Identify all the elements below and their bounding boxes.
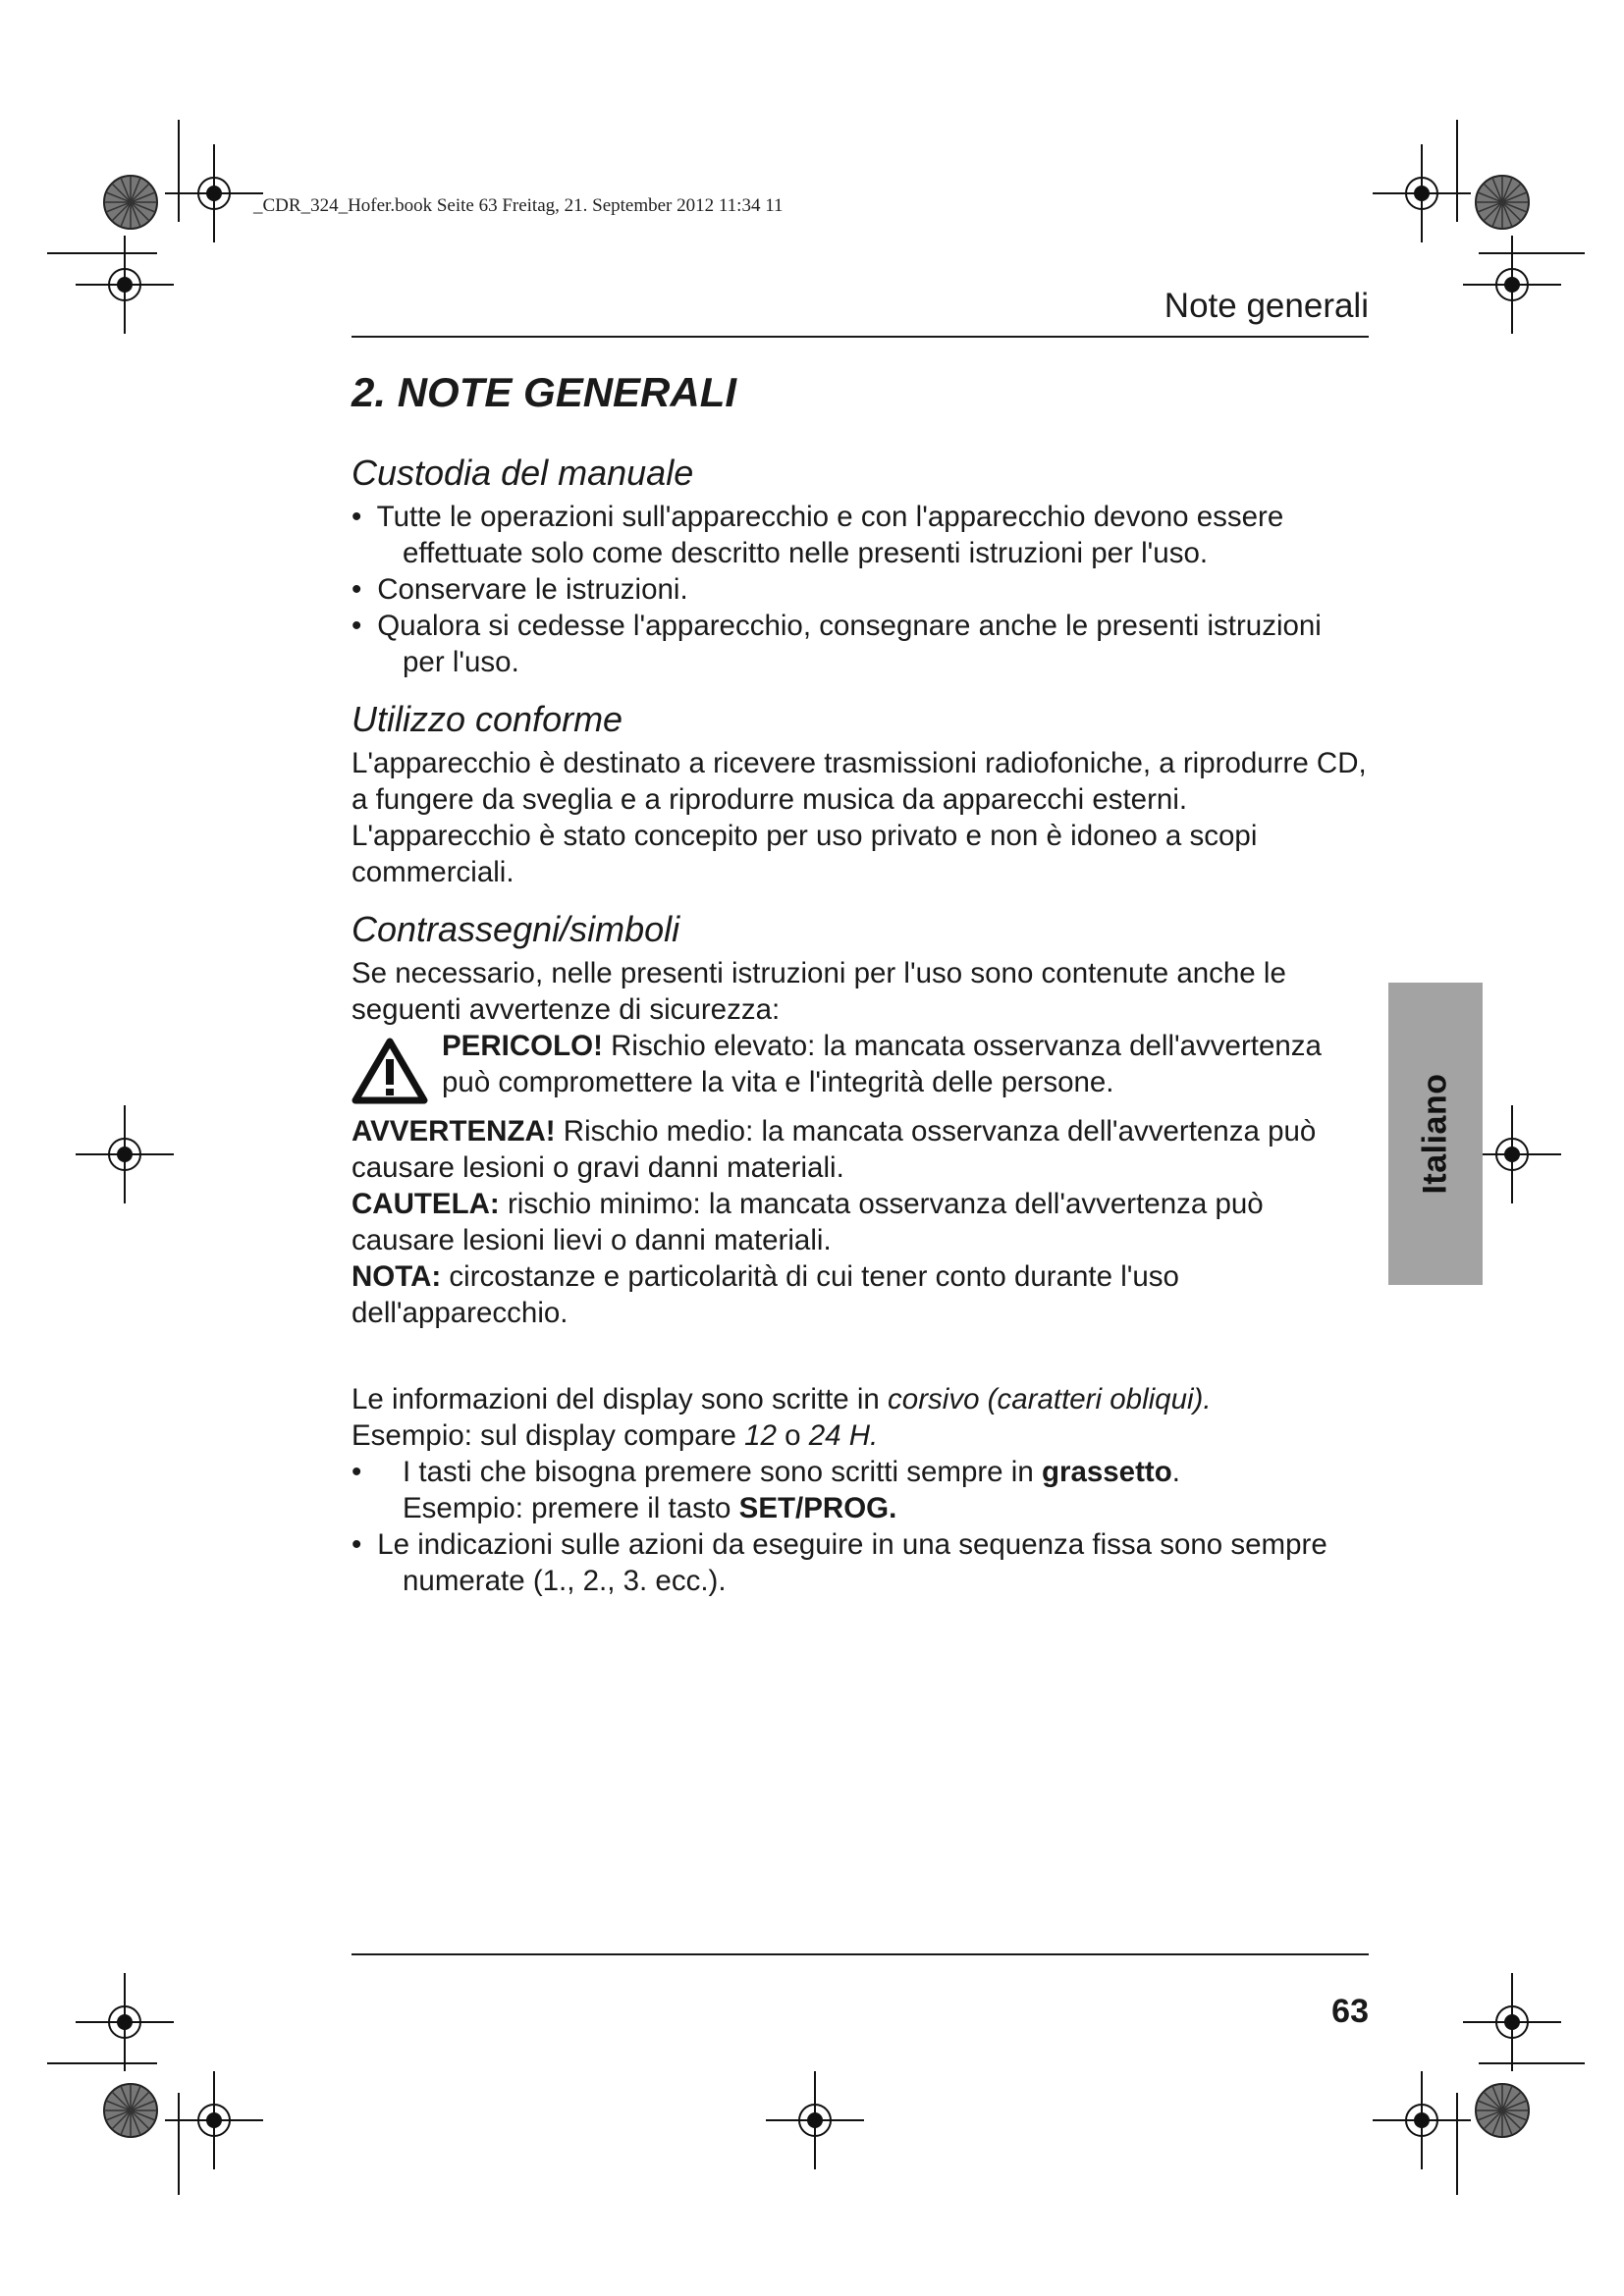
- list-item: • Conservare le istruzioni.: [352, 573, 688, 606]
- color-star-icon: [1476, 176, 1529, 229]
- danger-text: Rischio elevato: la mancata osservanza dell'avvertenza può compromettere la vita e l'integrità delle persone.: [442, 1030, 1322, 1098]
- section-heading: Utilizzo conforme: [352, 699, 623, 739]
- section-custodia: [352, 448, 1369, 680]
- bullet-list: [352, 499, 1369, 680]
- display-convention: Le informazioni del display sono scritte in corsivo (caratteri obliqui).: [352, 1383, 1212, 1415]
- caution-notice: CAUTELA: rischio minimo: la mancata osservanza dell'avvertenza può causare lesioni lievi o danni materiali.: [352, 1188, 1264, 1256]
- note-notice: NOTA: circostanze e particolarità di cui tener conto durante l'uso dell'apparecchio.: [352, 1260, 1179, 1329]
- color-star-icon: [1476, 2084, 1529, 2137]
- paragraph: L'apparecchio è stato concepito per uso privato e non è idoneo a scopi commerciali.: [352, 820, 1258, 888]
- registration-mark-icon: [76, 1105, 174, 1203]
- paragraph: Se necessario, nelle presenti istruzioni per l'uso sono contenute anche le seguenti avvertenze di sicurezza:: [352, 957, 1286, 1026]
- danger-label: PERICOLO!: [442, 1030, 603, 1062]
- section-utilizzo: [352, 694, 1369, 890]
- section-heading: Custodia del manuale: [352, 453, 694, 493]
- footer-rule: [352, 1953, 1369, 1955]
- page-number: 63: [1331, 1993, 1369, 2030]
- running-head: Note generali: [1164, 287, 1369, 325]
- language-tab-label: Italiano: [1416, 1073, 1454, 1195]
- color-star-icon: [104, 176, 157, 229]
- display-example: Esempio: sul display compare 12 o 24 H.: [352, 1419, 879, 1452]
- conventions-block: [352, 1381, 1369, 1599]
- paragraph: L'apparecchio è destinato a ricevere trasmissioni radiofoniche, a riprodurre CD, a fungere da sveglia e a riprodurre musica da apparecchi esterni.: [352, 747, 1367, 816]
- color-star-icon: [104, 2084, 157, 2137]
- registration-mark-icon: [1463, 236, 1561, 334]
- list-item: • Tutte le operazioni sull'apparecchio e con l'apparecchio devono essere effettuate solo come descritto nelle presenti istruzioni per l'uso.: [352, 501, 1284, 569]
- registration-mark-icon: [76, 236, 174, 334]
- section-heading: Contrassegni/simboli: [352, 909, 680, 949]
- registration-mark-icon: [766, 2071, 864, 2169]
- registration-mark-icon: [76, 1973, 174, 2071]
- section-contrassegni: [352, 904, 1369, 1331]
- header-rule: [352, 336, 1369, 338]
- list-item: • Qualora si cedesse l'apparecchio, consegnare anche le presenti istruzioni per l'uso.: [352, 610, 1322, 678]
- print-slug: _CDR_324_Hofer.book Seite 63 Freitag, 21. September 2012 11:34 11: [253, 195, 784, 216]
- registration-mark-icon: [1463, 1973, 1561, 2071]
- warning-triangle-icon: [352, 1038, 428, 1104]
- bullet-list: [352, 1454, 1369, 1599]
- list-item: • Le indicazioni sulle azioni da eseguire in una sequenza fissa sono sempre numerate (1., 2., 3. ecc.).: [352, 1528, 1327, 1597]
- page-content: [352, 363, 1369, 1599]
- danger-notice: [352, 1028, 1369, 1113]
- language-tab: [1388, 983, 1483, 1285]
- list-item: • I tasti che bisogna premere sono scritti sempre in grassetto. Esempio: premere il tasto SET/PROG.: [352, 1456, 1180, 1524]
- warning-notice: AVVERTENZA! Rischio medio: la mancata osservanza dell'avvertenza può causare lesioni o gravi danni materiali.: [352, 1115, 1317, 1184]
- page-title: 2. NOTE GENERALI: [352, 369, 737, 415]
